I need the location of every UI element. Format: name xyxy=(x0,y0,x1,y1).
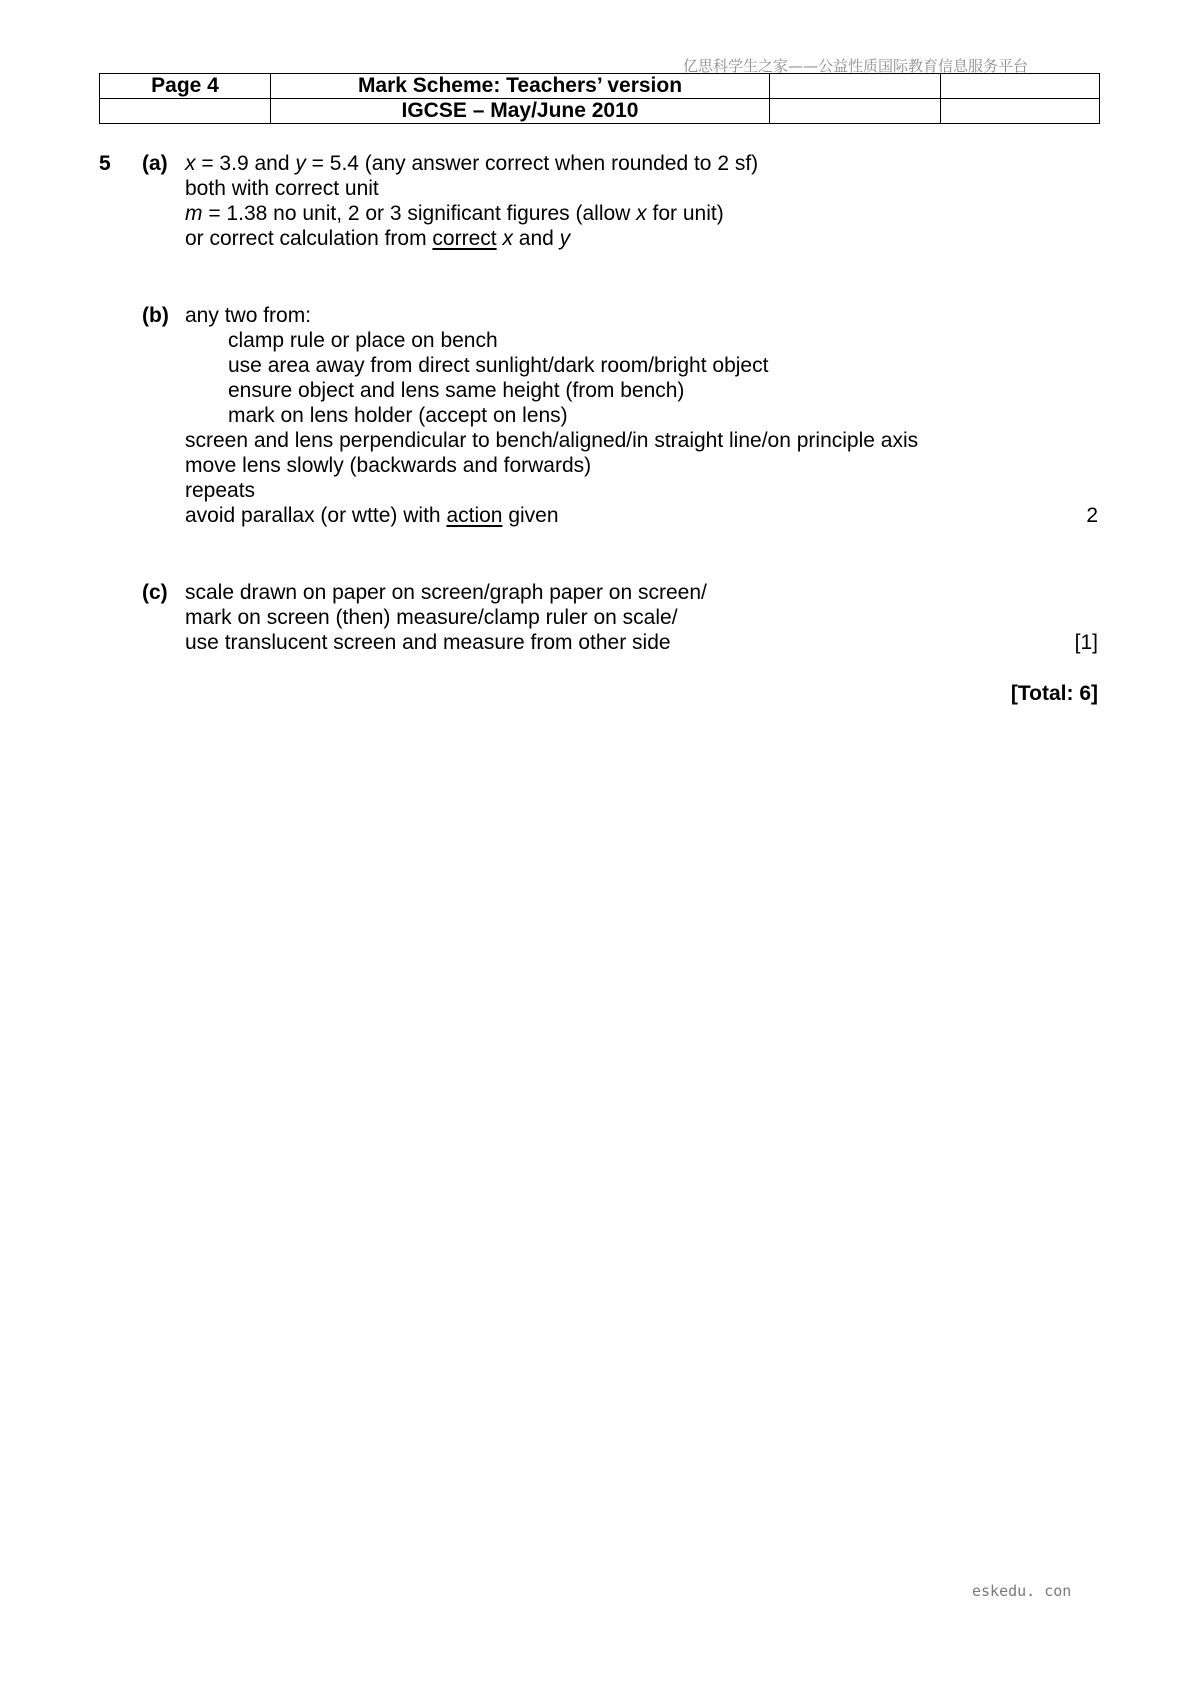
header-empty-cell xyxy=(941,74,1100,99)
part-c-label: (c) xyxy=(142,581,168,604)
part-b-line: avoid parallax (or wtte) with action given xyxy=(185,504,559,527)
header-empty-cell xyxy=(941,99,1100,124)
part-b-intro: any two from: xyxy=(185,304,312,327)
part-c-line: scale drawn on paper on screen/graph paper on screen/ xyxy=(185,581,707,604)
part-a-line: m = 1.38 no unit, 2 or 3 significant figures (allow x for unit) xyxy=(185,202,724,225)
part-b-line: repeats xyxy=(185,479,256,502)
part-c-line: use translucent screen and measure from other side xyxy=(185,631,671,654)
part-b-option: clamp rule or place on bench xyxy=(228,329,498,352)
watermark-text: 亿思科学生之家——公益性质国际教育信息服务平台 xyxy=(683,57,1029,75)
part-b-label: (b) xyxy=(142,304,169,327)
part-b-line: move lens slowly (backwards and forwards) xyxy=(185,454,592,477)
header-empty-cell xyxy=(100,99,271,124)
part-b-option: mark on lens holder (accept on lens) xyxy=(228,404,568,427)
total-marks: [Total: 6] xyxy=(1010,682,1098,705)
part-b-option: ensure object and lens same height (from bench) xyxy=(228,379,685,402)
part-a-line: x = 3.9 and y = 5.4 (any answer correct when rounded to 2 sf) xyxy=(185,152,759,175)
page-number: Page 4 xyxy=(100,74,271,99)
part-b-option: use area away from direct sunlight/dark room/bright object xyxy=(228,354,769,377)
header-empty-cell xyxy=(770,99,941,124)
part-c-line: mark on screen (then) measure/clamp ruler on scale/ xyxy=(185,606,678,629)
part-a-label: (a) xyxy=(142,152,168,175)
document-subtitle: IGCSE – May/June 2010 xyxy=(271,99,770,124)
document-title: Mark Scheme: Teachers’ version xyxy=(271,74,770,99)
question-number: 5 xyxy=(99,152,111,175)
part-a-line: both with correct unit xyxy=(185,177,379,200)
header-table xyxy=(99,73,1100,124)
part-b-line: screen and lens perpendicular to bench/aligned/in straight line/on principle axis xyxy=(185,429,919,452)
part-c-mark: [1] xyxy=(1074,631,1098,654)
part-b-mark: 2 xyxy=(1086,504,1098,527)
header-empty-cell xyxy=(770,74,941,99)
part-a-line: or correct calculation from correct x and y xyxy=(185,227,571,250)
footer-watermark: eskedu. con xyxy=(972,1582,1072,1600)
